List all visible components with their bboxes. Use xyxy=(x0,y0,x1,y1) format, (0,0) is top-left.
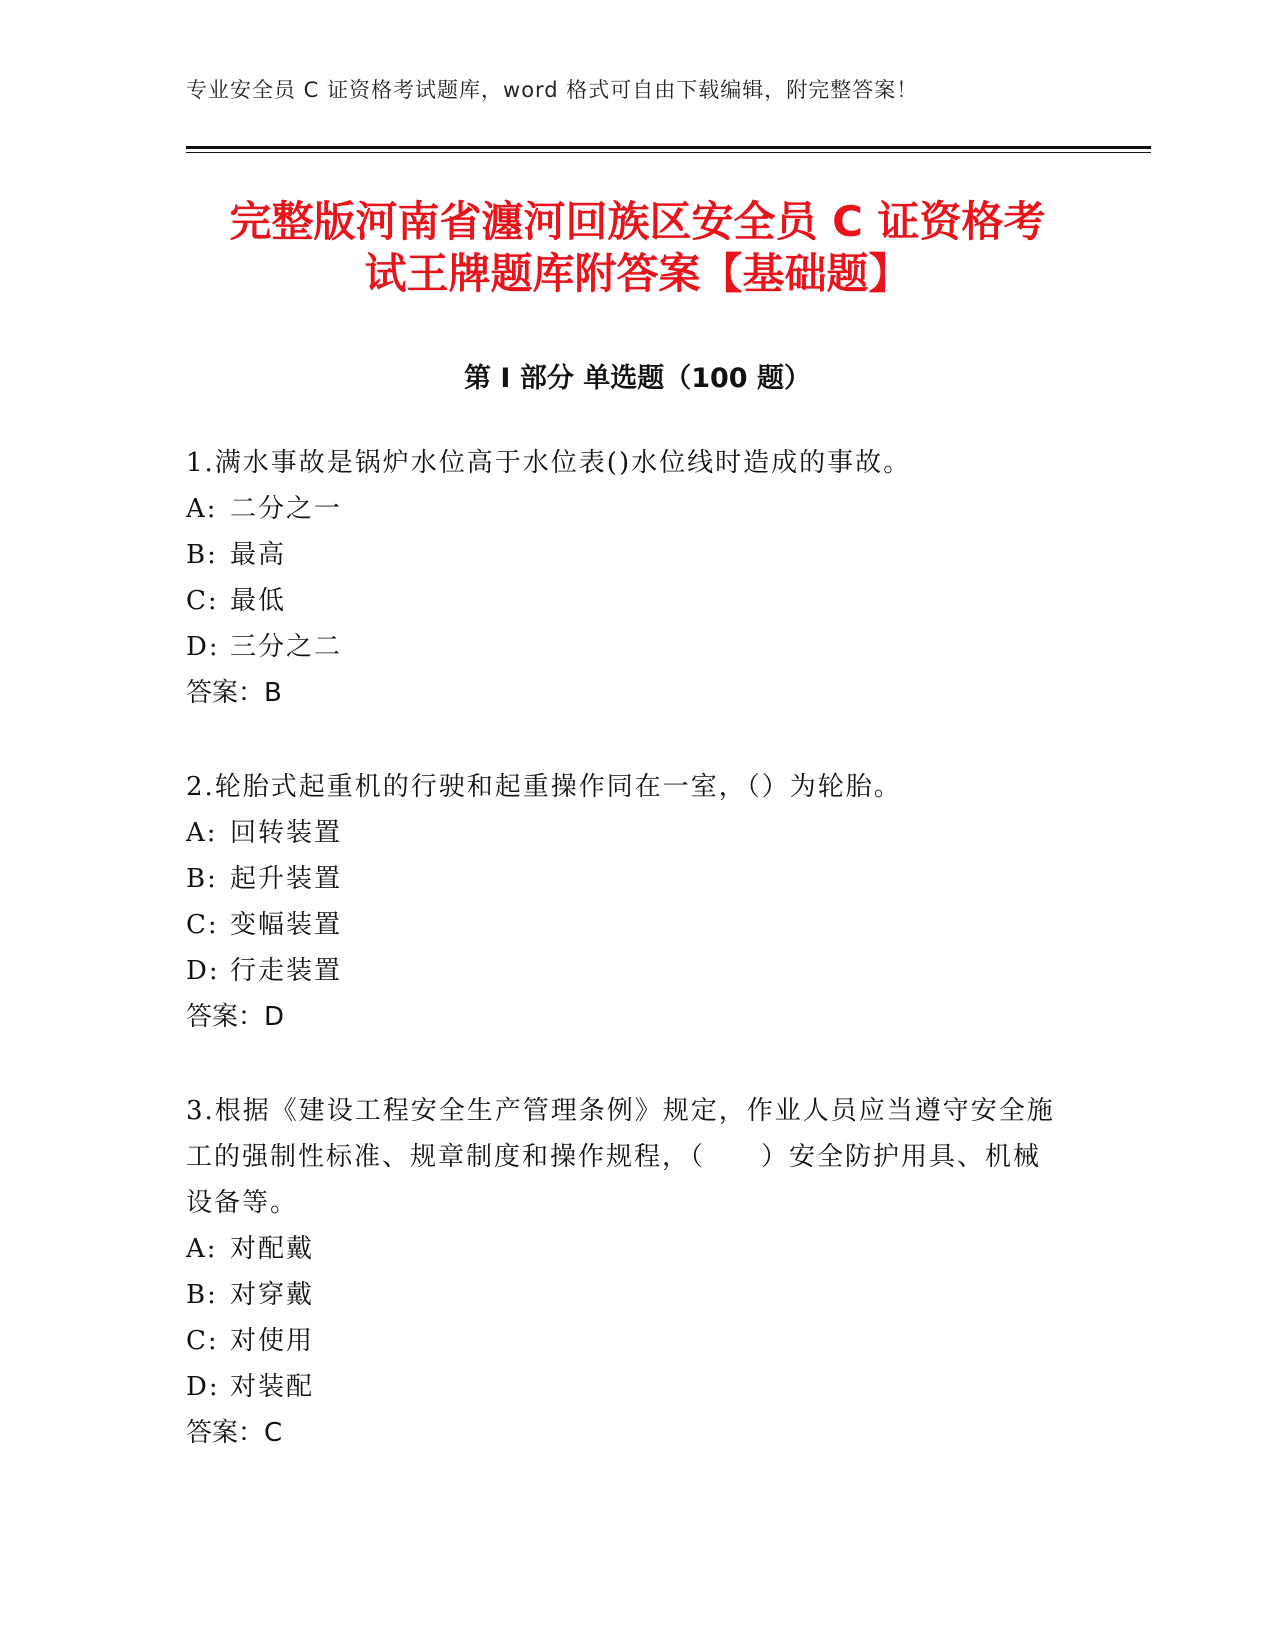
option-label: A: xyxy=(186,1234,218,1264)
answer: 答案：B xyxy=(186,678,282,708)
option-label: C: xyxy=(186,910,219,940)
option-text: 对配戴 xyxy=(230,1234,315,1264)
question-stem: 3.根据《建设工程安全生产管理条例》规定，作业人员应当遵守安全施工的强制性标准、规章制度和操作规程，（ ）安全防护用具、机械设备等。 xyxy=(186,1096,1055,1218)
option-label: C: xyxy=(186,1326,219,1356)
option-d xyxy=(186,1364,1066,1410)
header-note: 专业安全员 C 证资格考试题库，word 格式可自由下载编辑，附完整答案！ xyxy=(186,78,919,102)
option-label: D: xyxy=(186,956,220,986)
answer: 答案：D xyxy=(186,1002,285,1032)
section-title: 第 I 部分 单选题（100 题） xyxy=(463,363,811,394)
option-text: 最低 xyxy=(230,586,287,616)
option-c xyxy=(186,902,1066,948)
option-b xyxy=(186,856,1066,902)
option-label: B: xyxy=(186,540,218,570)
document-title xyxy=(150,196,1125,300)
option-label: A: xyxy=(186,494,218,524)
question-3 xyxy=(186,1088,1066,1456)
option-text: 对装配 xyxy=(230,1372,315,1402)
question-2 xyxy=(186,764,1066,1040)
option-d xyxy=(186,624,1066,670)
option-text: 最高 xyxy=(230,540,287,570)
document-title-line-2: 试王牌题库附答案【基础题】 xyxy=(364,249,911,298)
option-label: C: xyxy=(186,586,219,616)
option-b xyxy=(186,1272,1066,1318)
option-text: 对穿戴 xyxy=(230,1280,315,1310)
document-title-line-1: 完整版河南省瀍河回族区安全员 C 证资格考 xyxy=(229,197,1046,246)
option-d xyxy=(186,948,1066,994)
option-label: B: xyxy=(186,1280,218,1310)
option-a xyxy=(186,486,1066,532)
question-list xyxy=(186,440,1066,1504)
question-stem: 1.满水事故是锅炉水位高于水位表()水位线时造成的事故。 xyxy=(186,448,912,478)
option-a xyxy=(186,810,1066,856)
option-c xyxy=(186,578,1066,624)
option-text: 回转装置 xyxy=(230,818,343,848)
option-label: A: xyxy=(186,818,218,848)
option-b xyxy=(186,532,1066,578)
option-text: 行走装置 xyxy=(230,956,343,986)
option-label: B: xyxy=(186,864,218,894)
option-a xyxy=(186,1226,1066,1272)
option-c xyxy=(186,1318,1066,1364)
option-text: 二分之一 xyxy=(230,494,343,524)
header-rule-thin xyxy=(186,152,1151,153)
option-text: 变幅装置 xyxy=(230,910,343,940)
option-label: D: xyxy=(186,1372,220,1402)
option-label: D: xyxy=(186,632,220,662)
option-text: 对使用 xyxy=(230,1326,315,1356)
option-text: 起升装置 xyxy=(230,864,343,894)
answer: 答案：C xyxy=(186,1418,283,1448)
question-stem: 2.轮胎式起重机的行驶和起重操作同在一室，（）为轮胎。 xyxy=(186,772,902,802)
header-rule-thick xyxy=(186,146,1151,149)
question-1 xyxy=(186,440,1066,716)
option-text: 三分之二 xyxy=(230,632,343,662)
